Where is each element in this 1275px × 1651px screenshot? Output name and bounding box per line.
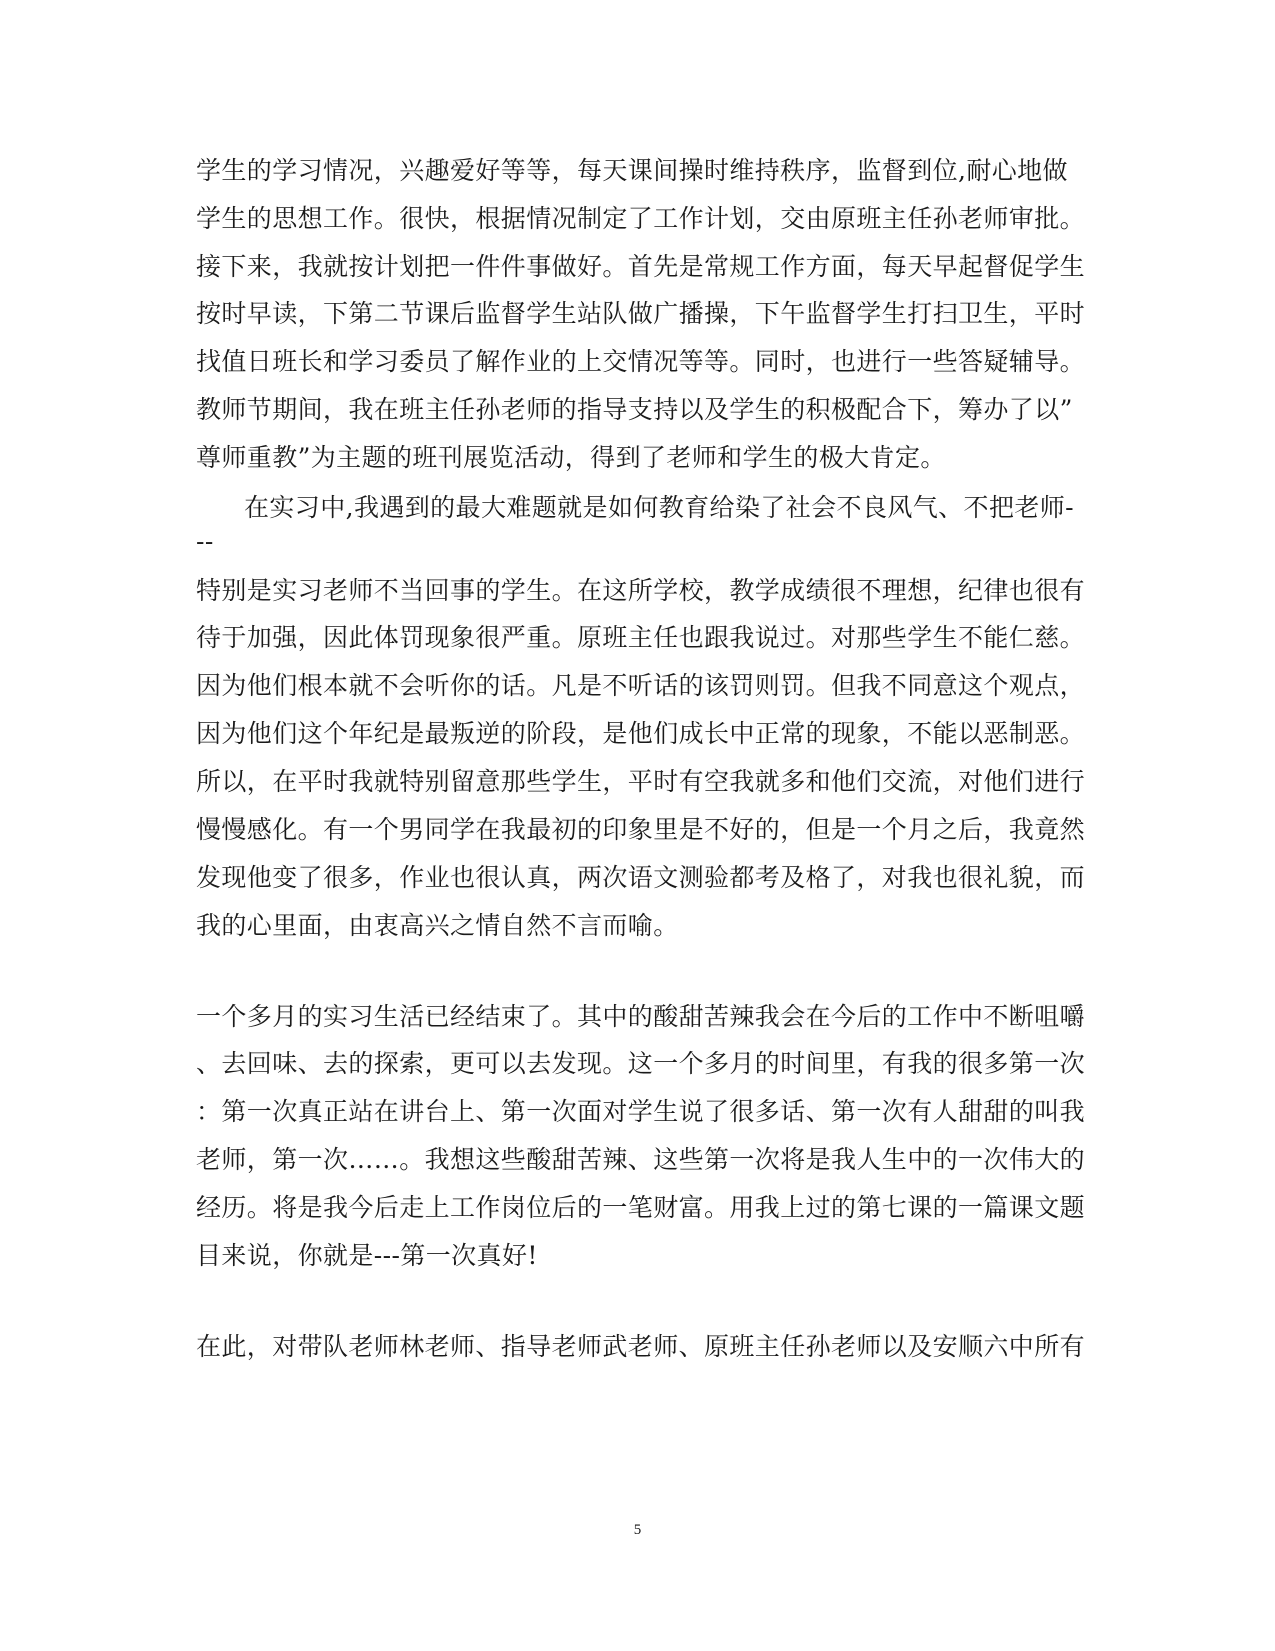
text-line: 慢慢感化。有一个男同学在我最初的印象里是不好的，但是一个月之后，我竟然 [196,815,1086,844]
text-line: ：第一次真正站在讲台上、第一次面对学生说了很多话、第一次有人甜甜的叫我 [196,1097,1086,1126]
text-line: 教师节期间，我在班主任孙老师的指导支持以及学生的积极配合下，筹办了以” [196,395,1073,424]
text-line: 特别是实习老师不当回事的学生。在这所学校，教学成绩很不理想，纪律也很有 [196,576,1086,605]
text-line: 因为他们这个年纪是最叛逆的阶段，是他们成长中正常的现象，不能以恶制恶。 [196,719,1086,748]
text-line: 发现他变了很多，作业也很认真，两次语文测验都考及格了，对我也很礼貌，而 [196,863,1086,892]
text-line: -- [196,527,214,556]
text-line: 老师，第一次……。我想这些酸甜苦辣、这些第一次将是我人生中的一次伟大的 [196,1145,1086,1174]
text-line: 待于加强，因此体罚现象很严重。原班主任也跟我说过。对那些学生不能仁慈。 [196,623,1086,652]
text-line: 在此，对带队老师林老师、指导老师武老师、原班主任孙老师以及安顺六中所有 [196,1332,1086,1361]
text-line: 因为他们根本就不会听你的话。凡是不听话的该罚则罚。但我不同意这个观点， [196,671,1086,700]
text-line: 按时早读，下第二节课后监督学生站队做广播操，下午监督学生打扫卫生，平时 [196,299,1086,328]
text-line: 一个多月的实习生活已经结束了。其中的酸甜苦辣我会在今后的工作中不断咀嚼 [196,1002,1086,1031]
text-line: 所以，在平时我就特别留意那些学生，平时有空我就多和他们交流，对他们进行 [196,767,1086,796]
text-line: 找值日班长和学习委员了解作业的上交情况等等。同时，也进行一些答疑辅导。 [196,347,1086,376]
text-line: 接下来，我就按计划把一件件事做好。首先是常规工作方面，每天早起督促学生 [196,252,1086,281]
text-line: 在实习中,我遇到的最大难题就是如何教育给染了社会不良风气、不把老师- [244,493,1074,522]
text-line: 学生的思想工作。很快，根据情况制定了工作计划，交由原班主任孙老师审批。 [196,204,1086,233]
text-line: 经历。将是我今后走上工作岗位后的一笔财富。用我上过的第七课的一篇课文题 [196,1193,1086,1222]
text-line: 尊师重教”为主题的班刊展览活动，得到了老师和学生的极大肯定。 [196,443,946,472]
page-number: 5 [633,1522,642,1538]
text-line: 目来说，你就是---第一次真好! [196,1241,538,1270]
text-line: 我的心里面，由衷高兴之情自然不言而喻。 [196,911,679,940]
text-line: 、去回味、去的探索，更可以去发现。这一个多月的时间里，有我的很多第一次 [196,1049,1086,1078]
text-line: 学生的学习情况，兴趣爱好等等，每天课间操时维持秩序，监督到位,耐心地做 [196,156,1068,185]
